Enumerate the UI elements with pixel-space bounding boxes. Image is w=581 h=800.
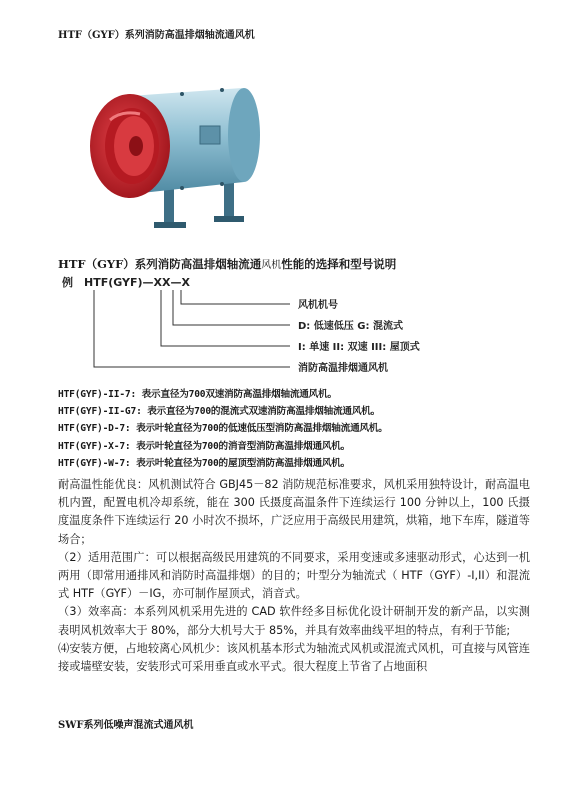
paragraph-heat-resistance: 耐高温性能优良：风机测试符合 GBJ45－82 消防规范标准要求，风机采用独特设计，耐高温电机内置，配置电机冷却系统，能在 300 氏摄度高温条件下连续运行 100 分钟以上，100 氏摄度温度条件下连续运行 20 小时次不损坏，广泛应用于高级民用建筑，烘箱，地下车库，隧道等场合； (58, 478, 530, 546)
page-title: HTF（GYF）系列消防高温排烟轴流通风机 (58, 30, 255, 41)
model-code: HTF(GYF)—XX—X (84, 276, 190, 289)
model-examples (58, 386, 518, 472)
section-heading (58, 256, 396, 272)
example-desc: 表示叶轮直径为700的消音型消防高温排烟通风机。 (136, 440, 351, 452)
diagram-lines (94, 290, 290, 367)
feature-description (58, 476, 530, 676)
section-heading-small: 风机 (261, 260, 282, 271)
example-code: HTF(GYF)-II-7: (58, 389, 137, 400)
example-line (58, 420, 518, 437)
diagram-label-speed-type: D: 低速低压 G: 混流式 (298, 321, 403, 332)
example-code: HTF(GYF)-X-7: (58, 440, 131, 452)
diagram-label-speed-count: I: 单速 II: 双速 III: 屋顶式 (298, 342, 420, 353)
example-label: 例 (62, 276, 73, 289)
example-line (58, 403, 518, 420)
section-heading-tail: 性能的选择和型号说明 (281, 257, 397, 271)
axial-fan-image (82, 70, 272, 240)
example-desc: 表示叶轮直径为700的屋顶型消防高温排烟通风机。 (136, 457, 351, 469)
example-desc: 表示直径为700的混流式双速消防高温排烟轴流通风机。 (147, 406, 381, 418)
paragraph-efficiency: （3）效率高：本系列风机采用先进的 CAD 软件经多目标优化设计研制开发的新产品，以实测表明风机效率大于 80%，部分大机号大于 85%，并具有效率曲线平坦的特点，有利于节能; (58, 605, 530, 637)
next-section-title: SWF系列低噪声混流式通风机 (58, 720, 194, 731)
example-line (58, 455, 518, 472)
diagram-label-fan-number: 风机机号 (298, 300, 338, 311)
example-code: HTF(GYF)-D-7: (58, 423, 131, 435)
diagram-label-fan-category: 消防高温排烟通风机 (298, 363, 388, 374)
model-code-diagram (58, 274, 498, 380)
example-line (58, 438, 518, 455)
example-code: HTF(GYF)-W-7: (58, 457, 131, 469)
example-line (58, 386, 518, 403)
section-heading-main: HTF（GYF）系列消防高温排烟轴流通 (58, 257, 262, 271)
example-code: HTF(GYF)-II-G7: (58, 406, 142, 418)
example-desc: 表示叶轮直径为700的低速低压型消防高温排烟轴流通风机。 (136, 423, 388, 435)
paragraph-installation: ⑷安装方便，占地较离心风机少：该风机基本形式为轴流式风机或混流式风机，可直接与风管连接或墙壁安装，安装形式可采用垂直或水平式。很大程度上节省了占地面积 (58, 641, 530, 674)
paragraph-application-range: （2）适用范围广：可以根据高级民用建筑的不同要求，采用变速或多速驱动形式，心达到一机两用（即常用通排风和消防时高温排烟）的目的；叶型分为轴流式（ HTF（GYF）-I,II）和混流式 HTF（GYF）－IG，亦可制作屋顶式，消音式。 (58, 550, 530, 601)
example-desc: 表示直径为700双速消防高温排烟轴流通风机。 (141, 389, 337, 400)
